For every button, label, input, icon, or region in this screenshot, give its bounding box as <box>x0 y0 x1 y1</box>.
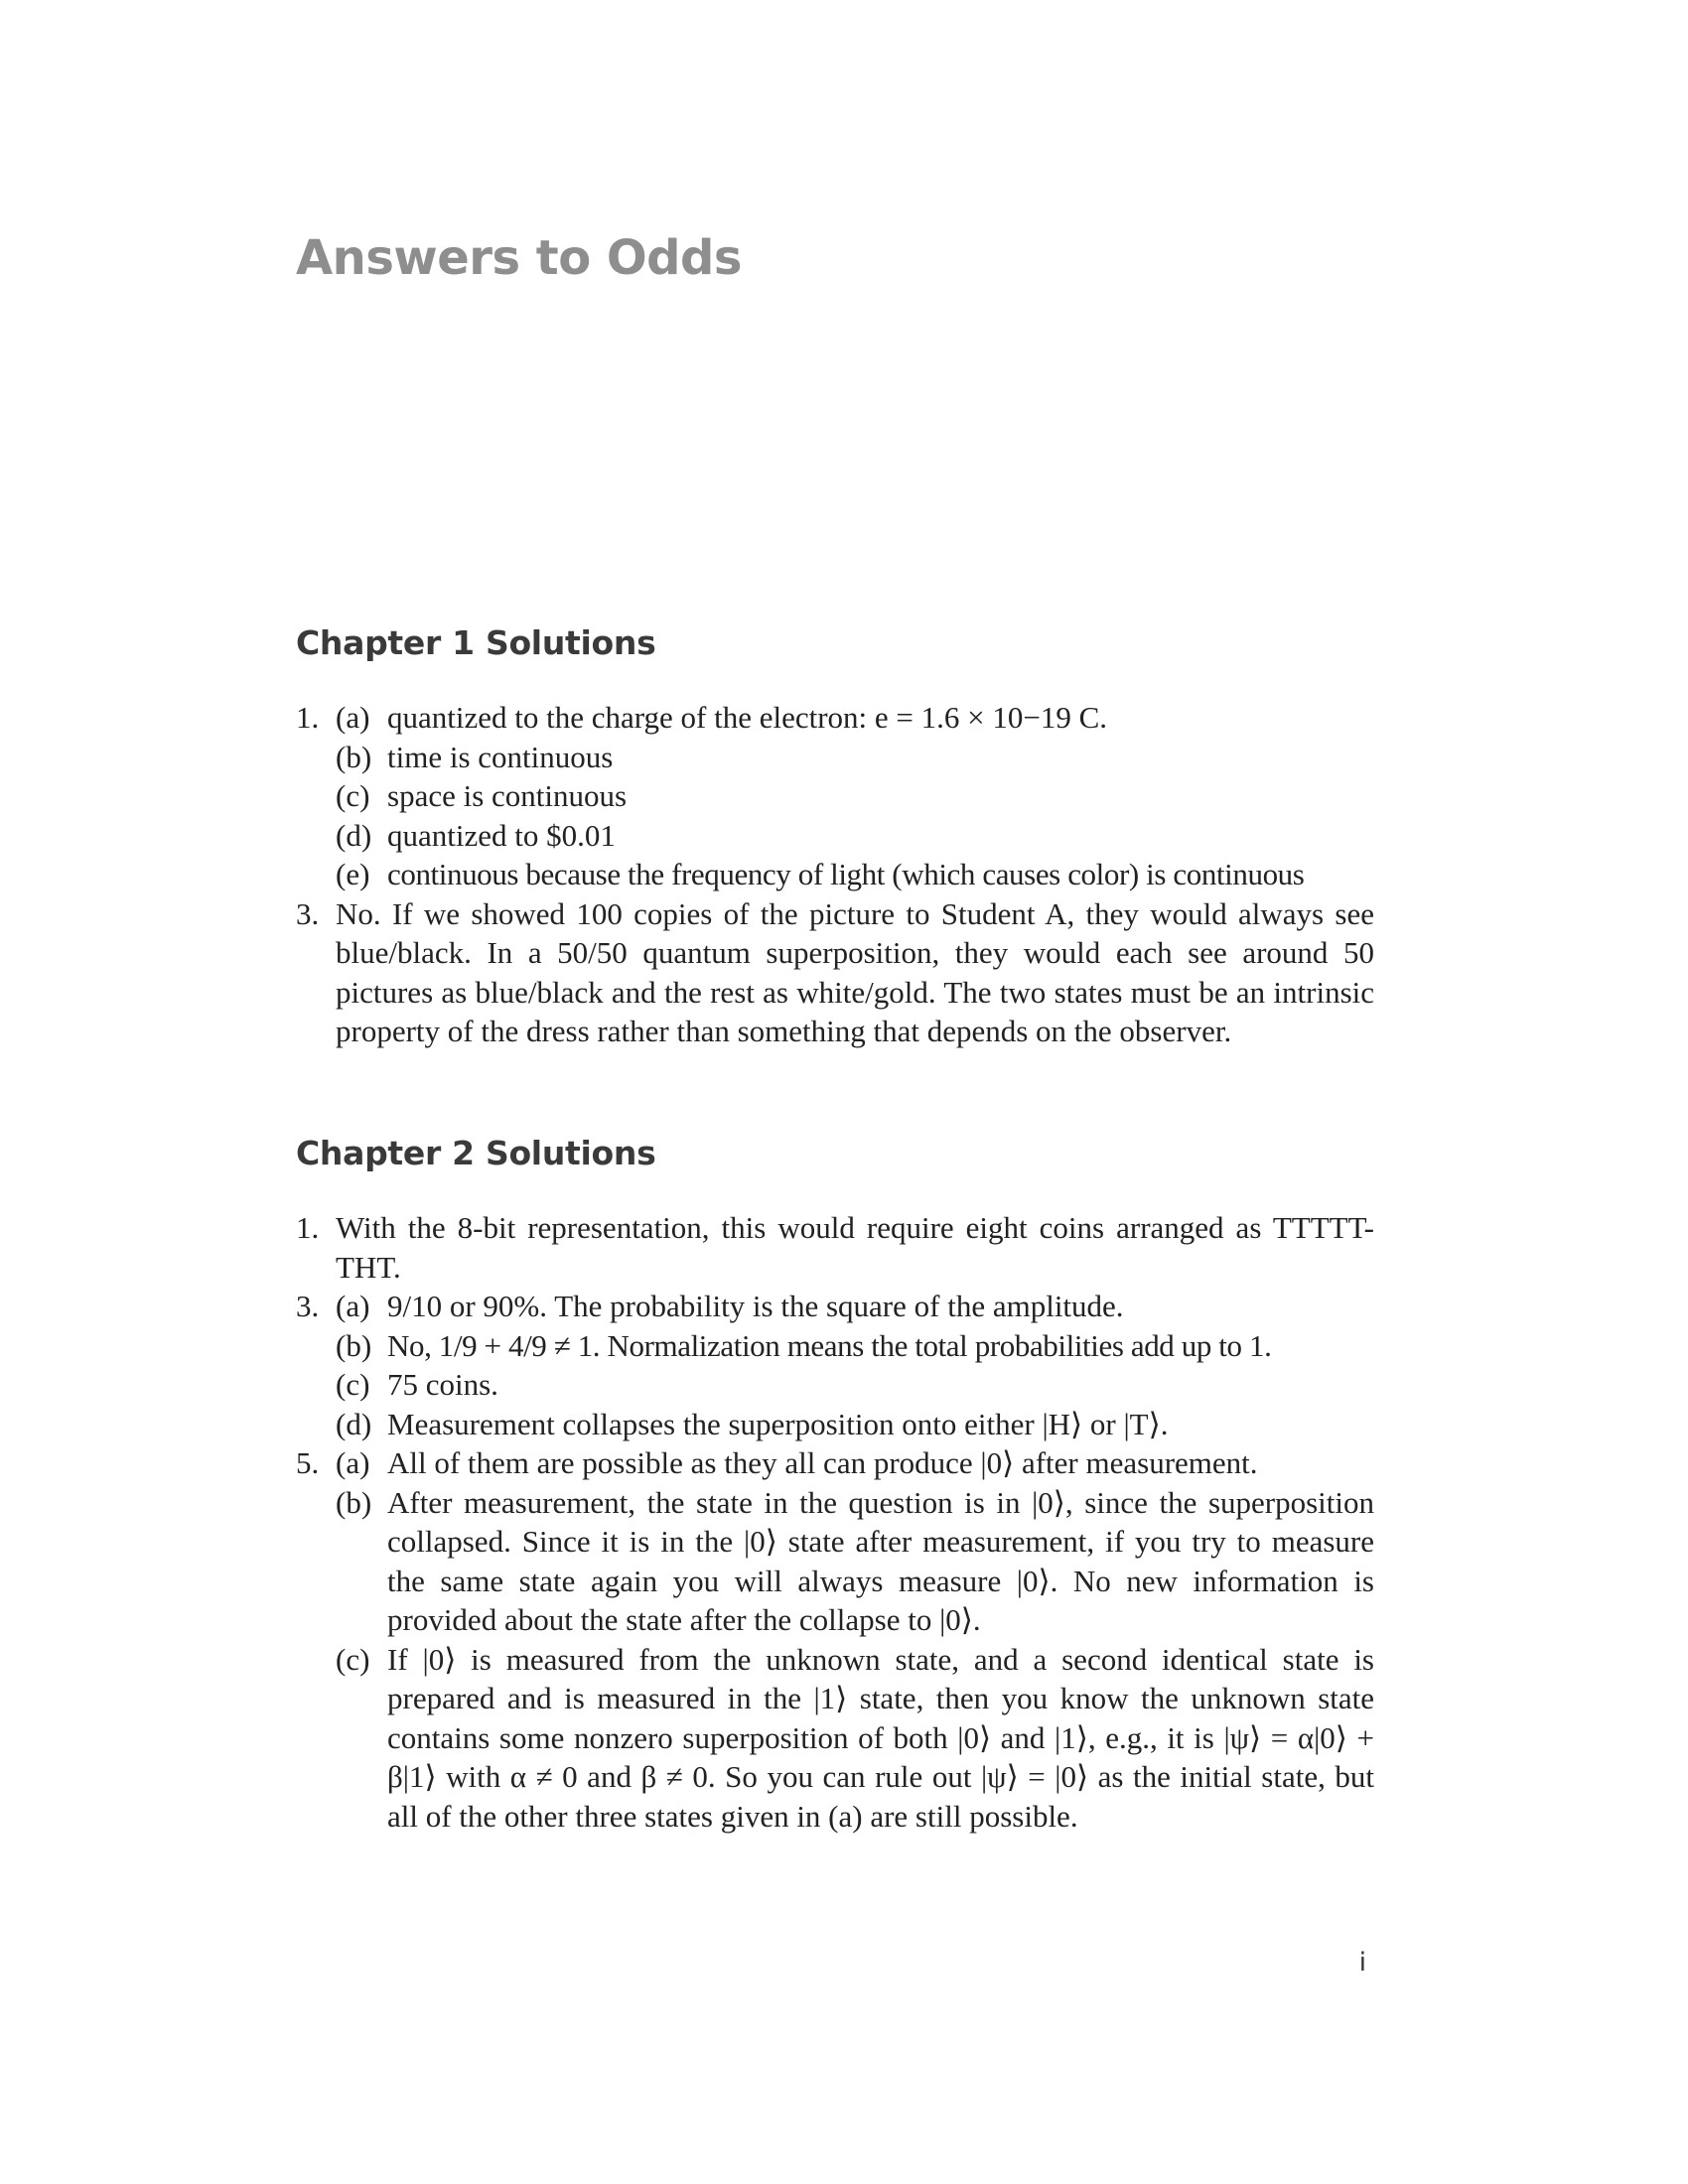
sub-answer-text: If |0⟩ is measured from the unknown state, and a second identical state is prepared and is measured in the |1⟩ state, then you know the unknown state contains some nonzero superposition of both |0⟩ and |1⟩, e.g., it is |ψ⟩ = α|0⟩ + β|1⟩ with α ≠ 0 and β ≠ 0. So you can rule out |ψ⟩ = |0⟩ as the initial state, but all of the other three states given in (a) are still possible. <box>387 1641 1374 1834</box>
answer-item <box>296 894 1374 1051</box>
sub-answer-text: No, 1/9 + 4/9 ≠ 1. Normalization means the total probabilities add up to 1. <box>387 1327 1272 1363</box>
answer-number: 3. <box>296 895 320 931</box>
sub-answer <box>336 1326 1374 1366</box>
sub-answer-text: Measurement collapses the superposition onto either |H⟩ or |T⟩. <box>387 1406 1169 1441</box>
sub-answer-letter: (b) <box>336 739 372 774</box>
answer-number: 1. <box>296 700 320 735</box>
sub-answer-text: continuous because the frequency of light (which causes color) is continuous <box>387 857 1305 891</box>
sub-answer-letter: (a) <box>336 1445 370 1480</box>
sub-answer-text: space is continuous <box>387 778 628 813</box>
answer-number: 5. <box>296 1445 320 1480</box>
sub-answer-letter: (a) <box>336 1289 370 1323</box>
sub-answer-text: 75 coins. <box>387 1367 498 1402</box>
page-title: Answers to Odds <box>296 230 742 286</box>
chapter-2-section <box>296 1134 1374 1836</box>
sub-answer-text: time is continuous <box>387 739 614 774</box>
page-number: i <box>1358 1948 1366 1978</box>
sub-answer-text: 9/10 or 90%. The probability is the square of the amplitude. <box>387 1289 1124 1323</box>
answer-item <box>296 1208 1374 1287</box>
sub-answer <box>336 1443 1374 1483</box>
sub-answer-letter: (d) <box>336 817 372 853</box>
sub-answer-text: All of them are possible as they all can produce |0⟩ after measurement. <box>387 1445 1258 1480</box>
answer-text: With the 8-bit representation, this would require eight coins arranged as TTTTT-THT. <box>336 1210 1374 1285</box>
sub-answer-letter: (e) <box>336 857 370 891</box>
answer-content <box>336 1287 1374 1443</box>
sub-answer-text: quantized to $0.01 <box>387 817 616 853</box>
chapter-1-heading: Chapter 1 Solutions <box>296 623 656 662</box>
answer-content <box>336 1443 1374 1836</box>
chapter-1-answers <box>296 698 1374 1051</box>
sub-answer <box>336 1287 1374 1326</box>
sub-answer <box>336 855 1374 894</box>
sub-answer-letter: (d) <box>336 1406 372 1441</box>
sub-answer-letter: (c) <box>336 778 370 813</box>
sub-answer <box>336 738 1374 777</box>
sub-answer-text: quantized to the charge of the electron: e = 1.6 × 10−19 C. <box>387 700 1108 735</box>
sub-answer-letter: (b) <box>336 1484 372 1520</box>
sub-answer-letter: (a) <box>336 700 370 735</box>
answer-item <box>296 1287 1374 1443</box>
sub-answer <box>336 698 1374 738</box>
sub-answer-letter: (c) <box>336 1367 370 1402</box>
sub-answer <box>336 816 1374 856</box>
chapter-2-answers <box>296 1208 1374 1836</box>
answer-item <box>296 1443 1374 1836</box>
sub-answer <box>336 1405 1374 1444</box>
sub-answer-text: After measurement, the state in the question is in |0⟩, since the superposition collapsed. Since it is in the |0⟩ state after measurement, if you try to measure the same state again you will always measure |0⟩. No new information is provided about the state after the collapse to |0⟩. <box>387 1484 1374 1637</box>
answer-number: 3. <box>296 1289 320 1323</box>
sub-answer <box>336 776 1374 816</box>
chapter-1-section <box>296 623 1374 1051</box>
answer-item <box>296 698 1374 894</box>
sub-answer-letter: (c) <box>336 1641 370 1677</box>
sub-answer <box>336 1483 1374 1640</box>
sub-answer-letter: (b) <box>336 1327 372 1363</box>
chapter-2-heading: Chapter 2 Solutions <box>296 1134 656 1172</box>
answer-content <box>336 698 1374 894</box>
sub-answer <box>336 1365 1374 1405</box>
sub-answer <box>336 1640 1374 1837</box>
answer-number: 1. <box>296 1210 320 1245</box>
answer-text: No. If we showed 100 copies of the picture to Student A, they would always see blue/black. In a 50/50 quantum superposition, they would each see around 50 pictures as blue/black and the rest as white/gold. The two states must be an intrinsic property of the dress rather than something that depends on the observer. <box>336 895 1374 1048</box>
